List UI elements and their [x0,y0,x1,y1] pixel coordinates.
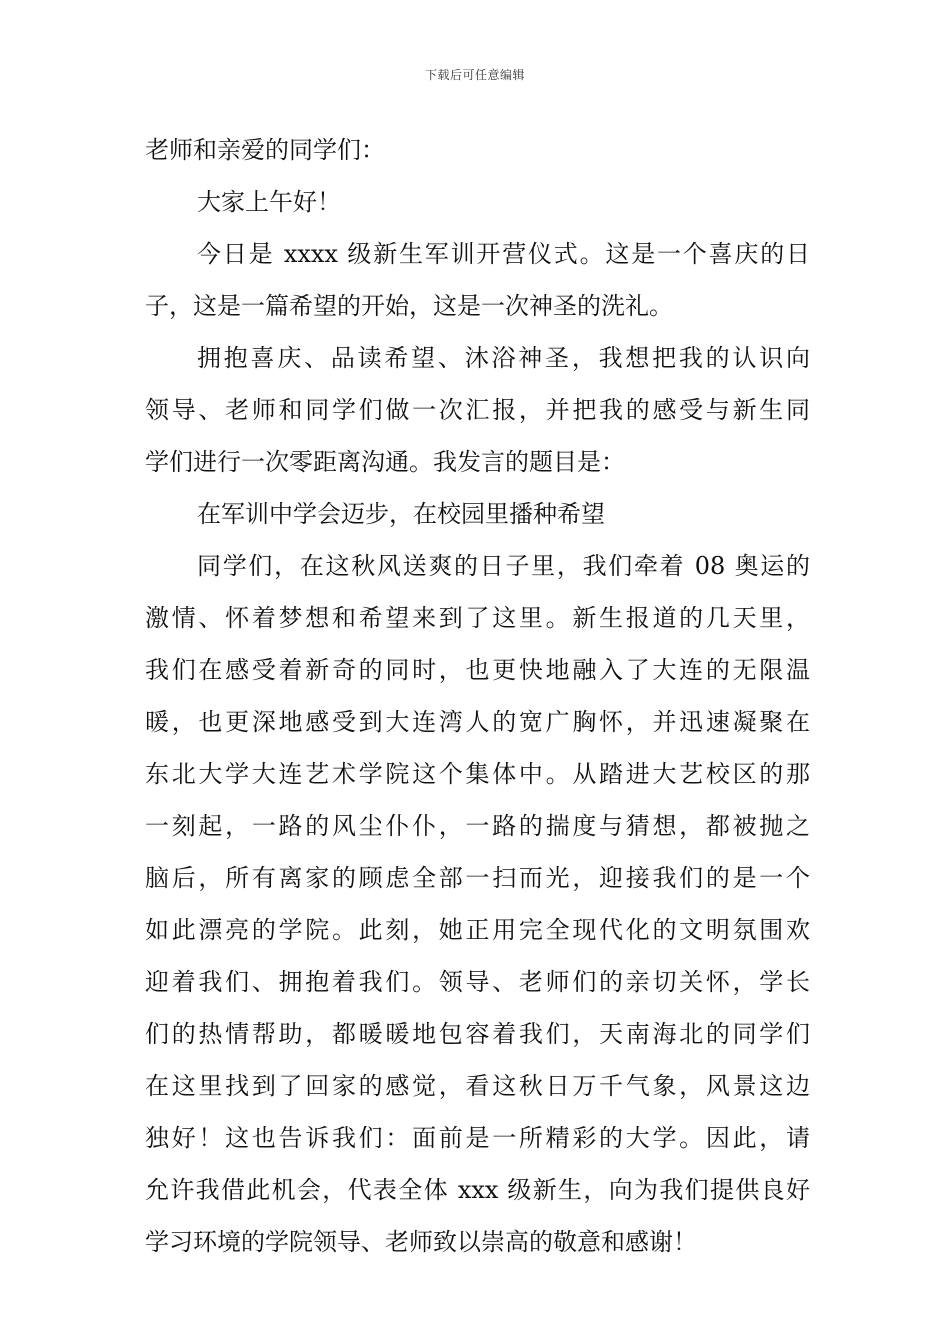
text-line: 东北大学大连艺术学院这个集体中。从踏进大艺校区的那 [145,760,810,788]
document-body [145,124,810,1268]
text-line: 允许我借此机会，代表全体 xxx 级新生，向为我们提供良好 [145,1176,810,1204]
text-line: 激情、怀着梦想和希望来到了这里。新生报道的几天里， [145,604,810,632]
text-line: 领导、老师和同学们做一次汇报，并把我的感受与新生同 [145,396,810,424]
text-line: 在这里找到了回家的感觉，看这秋日万千气象，风景这边 [145,1072,810,1100]
text-line: 们的热情帮助，都暖暖地包容着我们，天南海北的同学们 [145,1020,810,1048]
text-line: 一刻起，一路的风尘仆仆，一路的揣度与猜想，都被抛之 [145,812,810,840]
text-line: 独好！这也告诉我们：面前是一所精彩的大学。因此，请 [145,1124,810,1152]
text-line: 我们在感受着新奇的同时，也更快地融入了大连的无限温 [145,656,810,684]
text-line: 老师和亲爱的同学们： [145,136,385,164]
text-line: 学们进行一次零距离沟通。我发言的题目是： [145,448,625,476]
text-line: 暖，也更深地感受到大连湾人的宽广胸怀，并迅速凝聚在 [145,708,810,736]
text-line: 拥抱喜庆、品读希望、沐浴神圣，我想把我的认识向 [197,344,810,372]
text-line: 学习环境的学院领导、老师致以崇高的敬意和感谢！ [145,1228,697,1256]
text-line: 同学们，在这秋风送爽的日子里，我们牵着 08 奥运的 [197,552,810,580]
text-line: 子，这是一篇希望的开始，这是一次神圣的洗礼。 [145,292,673,320]
text-line: 大家上午好！ [197,188,341,216]
header-note: 下载后可任意编辑 [424,68,525,82]
text-line: 迎着我们、拥抱着我们。领导、老师们的亲切关怀，学长 [145,968,810,996]
text-line: 在军训中学会迈步，在校园里播种希望 [197,500,605,528]
text-line: 今日是 xxxx 级新生军训开营仪式。这是一个喜庆的日 [197,240,810,268]
text-line: 如此漂亮的学院。此刻，她正用完全现代化的文明氛围欢 [145,916,810,944]
text-line: 脑后，所有离家的顾虑全部一扫而光，迎接我们的是一个 [145,864,810,892]
